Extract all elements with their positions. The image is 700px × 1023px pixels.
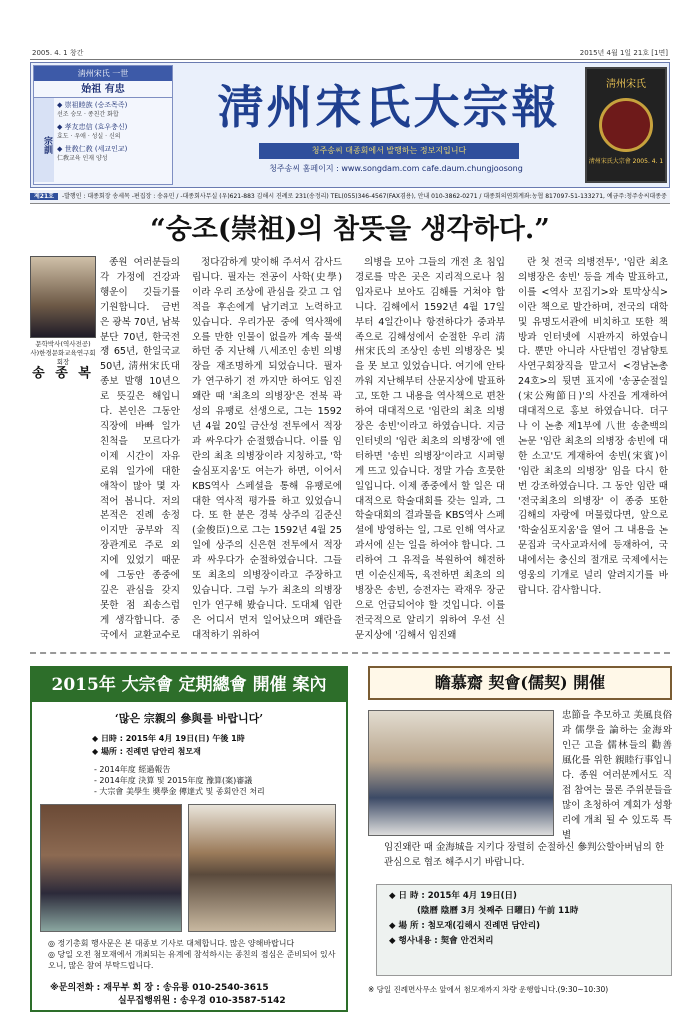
masthead [30,62,670,188]
meeting-details [92,732,346,758]
motto-item: ◆ 世敎仁敎 (세교인교) 仁敎교육 인재 양성 [57,145,128,162]
main-article [30,256,670,644]
issue-number: 제21호 [30,193,58,200]
motto-header: 淸州宋氏 一世 [34,66,172,81]
article-text: 정다감하게 맞이해 주셔서 감사드립니다. 필자는 전공이 사학(史學)이라 우리 조상에 관심을 갖고 그 업적을 후손에게 남기려고 노력하고 있습니다. 우리가문 중에 역사책에 오를 만한 인물이 없을까 계속 물색하던 중 지난해 八세조인 송빈 의병장을 재조명하게 되었습니다. 필자가 연구하기 전 까지만 하여도 임진왜란 때 '최초의 의병장'은 전북 곽성의 유팽로 선생으로, 그는 1592년 4월 20일 금산성 전투에서 적장과 싸우다가 순절했습니다. 이를 임란의 최초 의병장이라 지칭하고, '학술심포지움'도 여는가 하면, 이어서 KBS역사 스페셜을 통해 유팽로에 대한 역사적 평가를 하고 있었습니다. 또 한 분은 경북 상주의 김준신(金俊臣)으로 그는 1592년 4월 25일에 상주의 신은현 전투에서 적장과 싸우다가 순절하였습니다. 그들 또 최초의 의병장이라고 주장하고 있습니다. 그럼 누가 최초의 의병장인가 연구해 봤습니다. 도대체 임란은 어디서 먼저 일어났으며 왜란을 대적하기 위하여 [192,257,342,641]
gathering-date: ◆ 日 時 : 2015年 4月 19日(日) [389,891,517,901]
author-name: 송 종 복 [32,366,94,381]
meeting-note: ◎ 정기총회 행사문은 본 대종보 기사로 대체합니다. 많은 양해바랍니다 [48,939,295,948]
confucian-gathering-box [368,666,672,1012]
motto-item: ◆ 崇祖睦族 (숭조목족) 선조 숭모 · 종친간 화합 [57,101,128,118]
newspaper-subtitle: 청주송씨 대종회에서 발행하는 정보지입니다 [259,143,519,159]
meeting-photo-shrine [188,804,336,932]
agenda-item: - 2014年度 決算 및 2015年度 豫算(案)審議 [94,776,253,785]
section-divider [30,652,670,654]
article-column [355,256,505,644]
agenda-item: - 2014年度 經過報告 [94,765,171,774]
article-column [192,256,342,644]
gathering-text-continued: 임진왜란 때 金海城을 지키다 장렬히 순절하신 參判公할아버님의 한 관심으로 협조 해주시기 바랍니다. [384,842,665,868]
general-meeting-box [30,666,348,1012]
gathering-date-sub: (陰曆 陰曆 3月 첫째주 日曜日) 午前 11時 [417,906,579,916]
clan-seal [585,67,667,183]
seal-emblem-icon [599,98,653,152]
contact-label: ※문의전화 : [50,983,101,993]
gathering-header: 瞻慕齋 契會(儒契) 開催 [368,666,672,700]
article-text: 의병을 모아 그들의 개전 초 침입경로를 막은 곳은 지리적으로나 침입자로나 보아도 김해를 거쳐야 합니다. 김해에서 1592년 4월 17일부터 4일간이나 항전하다가 중과부족으로 김해성에서 순절한 우리 淸州宋氏의 조상인 송빈 의병장은 빛을 못 보고 있었습니다. 여기에 안타까워 지난해부터 산문지상에 발표하고, 또한 그 내용을 역사책으로 편찬하여 대대적으로 '임란의 최초 의병장은 송빈'이라고 하였습니다. 지금 인터넷의 '임란 최초의 의병장'에 엔터하면 '송빈 의병장'이라고 시퍼렇게 뜨고 있습니다. 정말 가슴 흐뭇한 일입니다. 이제 종중에서 할 일은 대대적으로 학술대회를 갖는 일과, 그 학술대회의 결과물을 KBS역사 스페셜에 방영하는 일, 그로 인해 역사교과서에 싣는 일을 하여야 합니다. 그리하여 그 유적을 복원하여 해전하면 이순신제독, 육전하면 최초의 의병장은 송빈, 승전자는 곽재우 장군으로 언급되어야 할 것입니다. 이를 전국적으로 알리기 위하여 우선 신문지상에 '김해서 임진왜 [355,257,505,641]
meeting-notes [48,938,338,971]
homepage-line: 청주송씨 홈페이지 : www.songdam.com cafe.daum.chungjoosong [269,164,523,173]
contact-line: 실무집행위원 : 송우경 010-3587-5142 [118,996,286,1006]
motto-label: 宗訓 [34,98,54,182]
meeting-note: ◎ 당일 오전 첨모재에서 개최되는 유계에 참석하시는 종친의 점심은 준비되어 있사오니, 많은 참여 부탁드립니다. [48,950,336,970]
seal-bottom-text: 淸州宋氏大宗會 2005. 4. 1 [588,158,664,165]
shuttle-note: ※ 당일 진례면사무소 앞에서 첨모재까지 차량 운행합니다.(9:30~10:30) [368,985,609,994]
meeting-contacts [50,982,340,1008]
headline: “숭조(崇祖)의 참뜻을 생각하다.” [150,214,550,245]
top-strip [30,46,670,60]
agenda-item: - 大宗會 美學生 奬學金 傳達式 및 종회안건 처리 [94,787,265,796]
motto-list [54,98,129,182]
meeting-photos [40,804,338,932]
motto-founder: 始祖 有忠 [34,81,172,98]
founding-date: 2005. 4. 1 창간 [32,49,84,57]
newspaper-title: 淸州宋氏大宗報 [217,80,561,134]
gathering-event: ◆ 행사내용 : 契會 안건처리 [389,936,494,946]
meeting-date: ◆ 日時 : 2015年 4月 19日(日) 午後 1時 [92,734,245,743]
gathering-place: ◆ 場 所 : 첨모재(김해시 진례면 담안리) [389,921,540,931]
meeting-photo-ceremony [40,804,182,932]
author-photo-block [30,256,96,382]
gathering-photo [368,710,554,836]
meeting-quote: ‘많은 宗親의 參與를 바랍니다’ [114,712,264,725]
clan-motto-box [33,65,173,185]
gathering-text: 忠節을 추모하고 美風良俗과 儒學을 論하는 金海와 인근 고을 儒林들의 勸善風化를 위한 親睦行事입니다. 종원 여러분께서도 직접 참여는 물론 주위분들을 많이 초청하여 계회가 성황리에 개최 될 수 있도록 특별 [562,710,673,841]
issue-date: 2015년 4월 1일 21호 [1면] [579,49,668,57]
article-column [518,256,668,644]
meeting-header: 2015年 大宗會 定期總會 開催 案內 [32,668,346,702]
meeting-agenda [94,764,346,797]
meeting-place: ◆ 場所 : 진례면 담안리 첨모재 [92,747,201,756]
motto-item: ◆ 孝友忠信 (효우충신) 효도 · 우애 · 성실 · 신의 [57,123,128,140]
gathering-details [376,884,672,976]
author-title: 문학박사(역사전공) 사)한경문화교육연구회 회장 [30,340,96,366]
issue-info-bar [30,190,670,204]
article-text: 란 첫 전국 의병전투', '임란 최초 의병장은 송빈' 등을 계속 발표하고, 이를 <역사 꼬집기>와 토막상식>이란 책으로 발간하며, 전국의 대학 및 유명도서관에 비치하고 또한 책방과 인터넷에 시판까지 하였습니다. 뿐만 아니라 사단법인 경남향토사연구회장직을 맡고서 <경남논총24호>의 뒷면 표지에 '송공순절일(宋公殉節日)'의 사진을 게재하여 대대적으로 홍보 하였습니다. 더구나 이 논총 제1부에 八世 송춘백의 논문 '임란 최초의 의병장 송빈에 대한 소고'도 게재하여 송빈(宋賓)이 '임란 최초의 의병장' 임을 다시 한 번 강조하였습니다. 그 동안 임란 때 '전국최초의 의병장' 이 종중 또한 김해의 자랑에 머물렀다면, 앞으로 '학술심포지움'을 열어 그 내용을 논문집과 국사교과서에 등재하여, 국내에서는 충신의 절개로 국제에서는 영웅의 기개로 널리 알려지기를 바랍니다. 감사합니다. [518,257,668,596]
publisher-info: -발행인 : 대종회장 송세목 -편집장 : 송유민 / -대종회사무실 (우)621-883 김해시 진례로 231(송정리) TEL(055)346-4567(FAX겸용), 안내 010-3862-0271 / 대종회의연회계좌:농협 817097-51-133271, 예금주:청주송씨대종중 [61,193,667,200]
article-text: 종원 여러분들의 각 가정에 건강과 행운이 깃들기를 기원합니다. 금번은 광복 70년, 남북 분단 70년, 한국전쟁 65년, 한일국교 50년, 淸州宋氏대종보 발행 10년으로 뜻깊은 해입니다. 본인은 그동안 직장에 바빠 일가친척을 모르다가 이제 시간이 자유로워 일가에 대한 애착이 많아 몇 자 적어 봅니다. 저의 본적은 진례 송정이지만 공부와 직장관계로 주로 외지에 있었기 때문에 그동안 종중에 깊은 관심을 갖지 못한 점 죄송스럽게 생각합니다. 중국에서 교환교수로 [100,257,180,641]
contact-line: 재무부 회 장 : 송유룡 010-2540-3615 [103,983,269,993]
author-portrait [30,256,96,338]
seal-top-text: 淸州宋氏 [606,79,646,90]
article-column [30,256,180,644]
